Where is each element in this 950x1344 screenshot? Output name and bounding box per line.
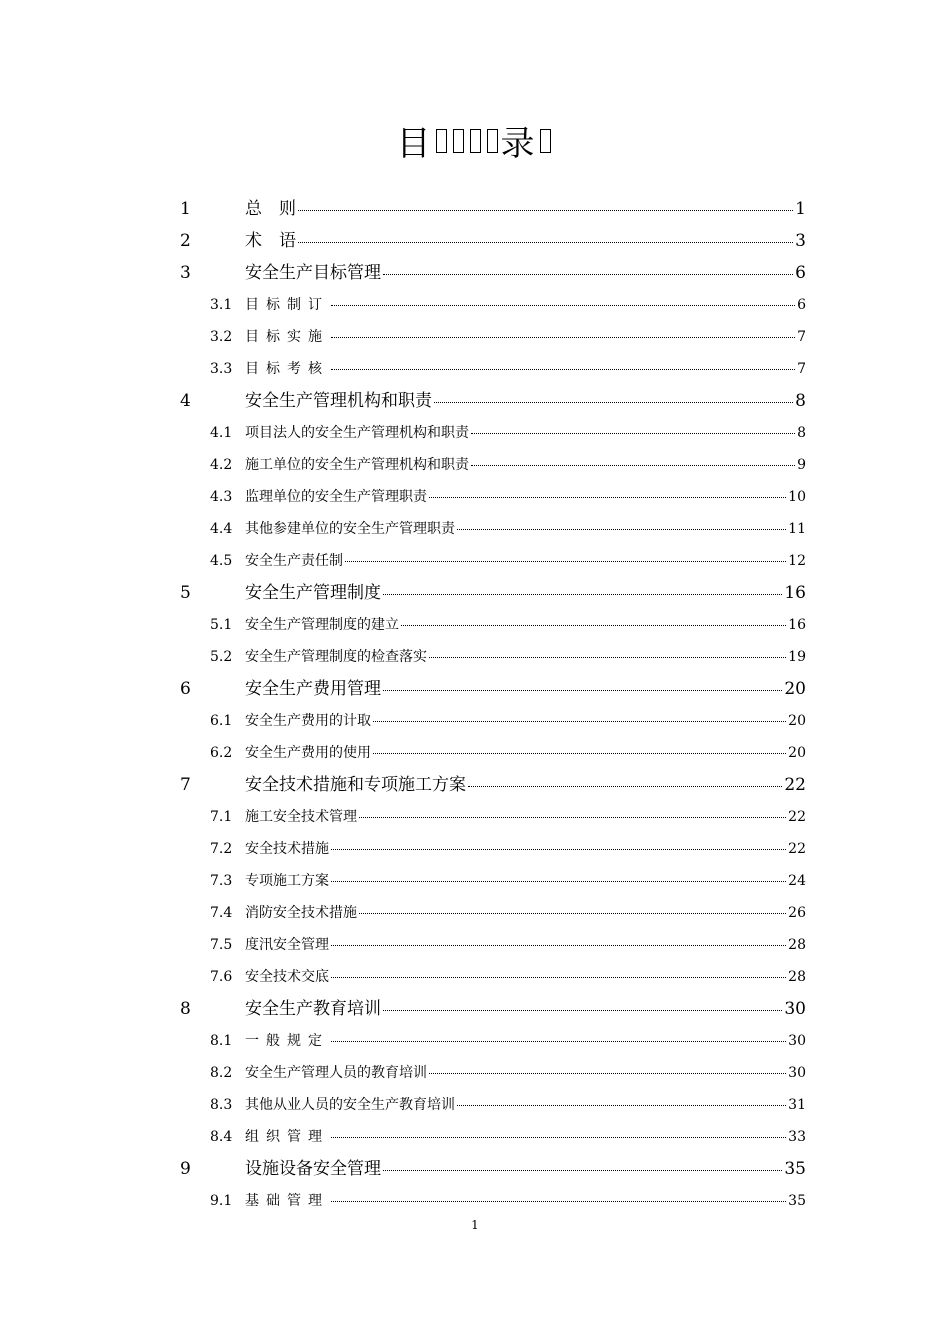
toc-section-entry[interactable]	[210, 294, 806, 314]
toc-number: 9.1	[210, 1193, 233, 1209]
toc-label: 消防安全技术措施	[245, 905, 357, 921]
toc-page-number: 11	[788, 521, 806, 537]
dot-leader	[434, 402, 793, 403]
toc-number: 7	[180, 775, 191, 795]
dot-leader	[331, 881, 786, 882]
toc-label: 监理单位的安全生产管理职责	[245, 489, 427, 505]
toc-number: 4.1	[210, 425, 233, 441]
toc-section-entry[interactable]	[210, 742, 806, 762]
toc-label: 其他参建单位的安全生产管理职责	[245, 521, 455, 537]
toc-label: 目标实施	[245, 329, 329, 345]
dot-leader	[429, 497, 786, 498]
missing-glyph-icon	[540, 129, 551, 153]
dot-leader	[331, 977, 786, 978]
toc-page-number: 6	[795, 263, 806, 283]
toc-label: 安全生产费用的使用	[245, 745, 371, 761]
toc-page-number: 30	[784, 999, 806, 1019]
toc-page-number: 7	[797, 361, 806, 377]
dot-leader	[331, 369, 795, 370]
toc-section-entry[interactable]	[210, 518, 806, 538]
toc-page-number: 22	[784, 775, 806, 795]
toc-page-number: 28	[788, 937, 806, 953]
toc-page-number: 16	[788, 617, 806, 633]
toc-page-number: 7	[797, 329, 806, 345]
toc-number: 4.2	[210, 457, 233, 473]
toc-number: 7.1	[210, 809, 233, 825]
toc-chapter-entry[interactable]	[180, 226, 806, 251]
toc-label: 术 语	[245, 231, 296, 251]
toc-number: 5.1	[210, 617, 233, 633]
toc-chapter-entry[interactable]	[180, 194, 806, 219]
toc-page-number: 20	[788, 745, 806, 761]
toc-label: 专项施工方案	[245, 873, 329, 889]
toc-number: 6.2	[210, 745, 233, 761]
dot-leader	[429, 1073, 786, 1074]
toc-number: 3.2	[210, 329, 233, 345]
toc-number: 5	[180, 583, 191, 603]
toc-chapter-entry[interactable]	[180, 578, 806, 603]
toc-page-number: 22	[788, 841, 806, 857]
dot-leader	[471, 433, 795, 434]
toc-label: 组织管理	[245, 1129, 329, 1145]
toc-number: 1	[180, 199, 191, 219]
toc-label: 安全生产管理机构和职责	[245, 391, 432, 411]
toc-section-entry[interactable]	[210, 614, 806, 634]
dot-leader	[298, 210, 793, 211]
toc-chapter-entry[interactable]	[180, 386, 806, 411]
toc-label: 安全生产目标管理	[245, 263, 381, 283]
missing-glyph-icon	[470, 129, 481, 153]
toc-number: 3.1	[210, 297, 233, 313]
toc-page-number: 8	[797, 425, 806, 441]
missing-glyph-icon	[436, 129, 447, 153]
toc-page-number: 31	[788, 1097, 806, 1113]
toc-label: 设施设备安全管理	[245, 1159, 381, 1179]
toc-label: 安全生产管理制度的建立	[245, 617, 399, 633]
toc-label: 安全生产责任制	[245, 553, 343, 569]
dot-leader	[383, 1170, 782, 1171]
dot-leader	[383, 1010, 782, 1011]
toc-number: 9	[180, 1159, 191, 1179]
dot-leader	[331, 305, 795, 306]
toc-number: 4.5	[210, 553, 233, 569]
dot-leader	[359, 817, 786, 818]
toc-chapter-entry[interactable]	[180, 674, 806, 699]
toc-label: 一般规定	[245, 1033, 329, 1049]
dot-leader	[331, 849, 786, 850]
toc-label: 安全生产费用的计取	[245, 713, 371, 729]
toc-label: 安全技术措施和专项施工方案	[245, 775, 466, 795]
toc-label: 安全生产费用管理	[245, 679, 381, 699]
toc-page-number: 35	[784, 1159, 806, 1179]
toc-number: 7.6	[210, 969, 233, 985]
toc-label: 安全生产管理制度的检查落实	[245, 649, 427, 665]
dot-leader	[457, 1105, 786, 1106]
toc-number: 6.1	[210, 713, 233, 729]
dot-leader	[457, 529, 786, 530]
toc-section-entry[interactable]	[210, 1126, 806, 1146]
toc-section-entry[interactable]	[210, 870, 806, 890]
toc-page-number: 24	[788, 873, 806, 889]
toc-label: 安全生产管理制度	[245, 583, 381, 603]
toc-section-entry[interactable]	[210, 422, 806, 442]
toc-number: 7.5	[210, 937, 233, 953]
toc-page-number: 12	[788, 553, 806, 569]
dot-leader	[331, 1137, 786, 1138]
dot-leader	[401, 625, 786, 626]
toc-number: 3.3	[210, 361, 233, 377]
toc-label: 安全生产教育培训	[245, 999, 381, 1019]
dot-leader	[383, 594, 782, 595]
toc-number: 4.3	[210, 489, 233, 505]
toc-number: 7.4	[210, 905, 233, 921]
toc-section-entry[interactable]	[210, 358, 806, 378]
toc-number: 8	[180, 999, 191, 1019]
toc-page-number: 35	[788, 1193, 806, 1209]
toc-section-entry[interactable]	[210, 454, 806, 474]
toc-section-entry[interactable]	[210, 966, 806, 986]
toc-chapter-entry[interactable]	[180, 1154, 806, 1179]
toc-section-entry[interactable]	[210, 326, 806, 346]
toc-page-number: 9	[797, 457, 806, 473]
dot-leader	[429, 657, 786, 658]
dot-leader	[373, 753, 786, 754]
dot-leader	[383, 690, 782, 691]
toc-page-number: 3	[795, 231, 806, 251]
toc-section-entry[interactable]	[210, 806, 806, 826]
toc-page-number: 10	[788, 489, 806, 505]
toc-number: 8.3	[210, 1097, 233, 1113]
toc-page-number: 8	[795, 391, 806, 411]
dot-leader	[373, 721, 786, 722]
title-char-1: 目	[396, 124, 433, 164]
toc-label: 施工安全技术管理	[245, 809, 357, 825]
toc-page-number: 20	[784, 679, 806, 699]
page-title	[0, 122, 950, 166]
dot-leader	[359, 913, 786, 914]
toc-number: 2	[180, 231, 191, 251]
toc-chapter-entry[interactable]	[180, 770, 806, 795]
toc-section-entry[interactable]	[210, 646, 806, 666]
toc-page-number: 26	[788, 905, 806, 921]
toc-section-entry[interactable]	[210, 1190, 806, 1210]
toc-label: 度汛安全管理	[245, 937, 329, 953]
title-char-2: 录	[500, 124, 537, 164]
toc-section-entry[interactable]	[210, 902, 806, 922]
toc-label: 施工单位的安全生产管理机构和职责	[245, 457, 469, 473]
toc-number: 8.2	[210, 1065, 233, 1081]
toc-page-number: 19	[788, 649, 806, 665]
toc-chapter-entry[interactable]	[180, 258, 806, 283]
toc-page-number: 1	[795, 199, 806, 219]
dot-leader	[468, 786, 782, 787]
toc-number: 7.3	[210, 873, 233, 889]
toc-label: 基础管理	[245, 1193, 329, 1209]
toc-page-number: 16	[784, 583, 806, 603]
dot-leader	[331, 1201, 786, 1202]
toc-page-number: 6	[797, 297, 806, 313]
dot-leader	[383, 274, 793, 275]
toc-number: 5.2	[210, 649, 233, 665]
toc-page-number: 30	[788, 1033, 806, 1049]
toc-page-number: 22	[788, 809, 806, 825]
toc-number: 4.4	[210, 521, 233, 537]
dot-leader	[331, 945, 786, 946]
toc-label: 项目法人的安全生产管理机构和职责	[245, 425, 469, 441]
dot-leader	[331, 1041, 786, 1042]
toc-label: 安全技术措施	[245, 841, 329, 857]
dot-leader	[345, 561, 786, 562]
toc-number: 8.1	[210, 1033, 233, 1049]
toc-section-entry[interactable]	[210, 710, 806, 730]
toc-page-number: 28	[788, 969, 806, 985]
toc-label: 安全生产管理人员的教育培训	[245, 1065, 427, 1081]
toc-chapter-entry[interactable]	[180, 994, 806, 1019]
toc-label: 其他从业人员的安全生产教育培训	[245, 1097, 455, 1113]
page-number: 1	[471, 1218, 479, 1232]
toc-number: 3	[180, 263, 191, 283]
toc-label: 总 则	[245, 199, 296, 219]
missing-glyph-icon	[487, 129, 498, 153]
dot-leader	[331, 337, 795, 338]
dot-leader	[298, 242, 793, 243]
toc-section-entry[interactable]	[210, 934, 806, 954]
toc-section-entry[interactable]	[210, 1094, 806, 1114]
toc-section-entry[interactable]	[210, 486, 806, 506]
toc-number: 8.4	[210, 1129, 233, 1145]
toc-number: 6	[180, 679, 191, 699]
toc-section-entry[interactable]	[210, 838, 806, 858]
toc-label: 目标考核	[245, 361, 329, 377]
toc-section-entry[interactable]	[210, 1030, 806, 1050]
toc-label: 目标制订	[245, 297, 329, 313]
toc-number: 4	[180, 391, 191, 411]
toc-section-entry[interactable]	[210, 550, 806, 570]
dot-leader	[471, 465, 795, 466]
toc-page-number: 20	[788, 713, 806, 729]
toc-page-number: 30	[788, 1065, 806, 1081]
toc-section-entry[interactable]	[210, 1062, 806, 1082]
missing-glyph-icon	[453, 129, 464, 153]
toc-number: 7.2	[210, 841, 233, 857]
toc-label: 安全技术交底	[245, 969, 329, 985]
toc-page-number: 33	[788, 1129, 806, 1145]
